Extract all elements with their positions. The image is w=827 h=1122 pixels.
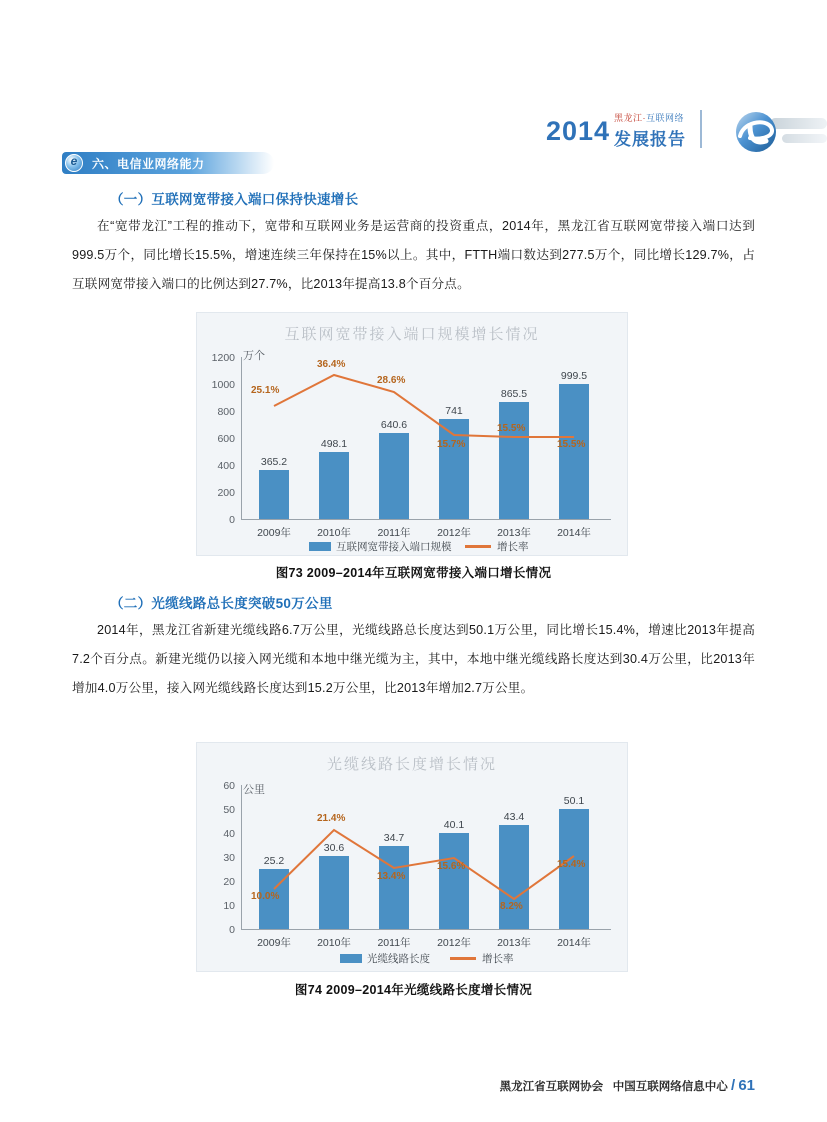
chart1-pct-label: 15.5% <box>557 439 586 450</box>
chart2-ytick: 20 <box>223 876 235 888</box>
page-footer <box>500 1077 755 1094</box>
chart1-pct-label: 36.4% <box>317 359 346 370</box>
footer-org-1: 黑龙江省互联网协会 <box>499 1081 604 1093</box>
chart2-pct-label: 10.0% <box>251 891 280 902</box>
swoosh-bar-lower <box>782 134 827 143</box>
chart1-legend-bar-label: 互联网宽带接入端口规模 <box>336 541 452 553</box>
chart1-pct-label: 28.6% <box>377 375 406 386</box>
chart1-title: 互联网宽带接入端口规模增长情况 <box>284 326 540 343</box>
chart1-unit-label: 万个 <box>243 350 265 362</box>
chart1-xtick: 2013年 <box>497 527 531 539</box>
chart1-bar-value: 365.2 <box>260 456 288 468</box>
chart1-growth-line <box>197 313 629 557</box>
chart2-pct-label: 8.2% <box>500 901 523 912</box>
subsection-heading-1: （一）互联网宽带接入端口保持快速增长 <box>110 192 359 207</box>
footer-org-2: 中国互联网络信息中心 <box>612 1081 728 1093</box>
section-title: 六、电信业网络能力 <box>92 157 205 171</box>
header-brand-sep: · <box>642 113 647 123</box>
chart2-bar-value: 34.7 <box>383 832 405 844</box>
page-header <box>0 48 827 149</box>
chart2-title: 光缆线路长度增长情况 <box>326 756 497 773</box>
footer-slash: / <box>730 1077 736 1094</box>
chart1-bar-value: 865.5 <box>500 388 528 400</box>
paragraph-1: 在“宽带龙江”工程的推动下，宽带和互联网业务是运营商的投资重点，2014年，黑龙江省互联网宽带接入端口达到999.5万个，同比增长15.5%，增速连续三年保持在15%以上。其中，FTTH端口数达到277.5万个，同比增长129.7%，占互联网宽带接入端口的比例达到27.7%，比2013年提高13.8个百分点。 <box>72 219 755 291</box>
chart1-xtick: 2011年 <box>377 527 411 539</box>
chart2-pct-label: 21.4% <box>317 813 346 824</box>
e-badge-icon <box>65 154 83 172</box>
header-brand-blue: 互联网络 <box>646 113 685 123</box>
chart2-bar-value: 40.1 <box>443 819 465 831</box>
chart2-ytick: 30 <box>223 852 235 864</box>
chart1-bar-value: 999.5 <box>560 370 588 382</box>
chart1-ytick: 0 <box>229 514 235 526</box>
chart1-legend-bar-swatch <box>309 542 331 551</box>
chart2-ytick: 0 <box>229 924 235 936</box>
chart2-xtick: 2013年 <box>497 937 531 949</box>
chart1-ytick: 800 <box>217 406 235 418</box>
chart2-pct-label: 15.6% <box>437 861 466 872</box>
chart1-bar-value: 498.1 <box>320 438 348 450</box>
chart2-xtick: 2010年 <box>317 937 351 949</box>
chart2-xtick: 2012年 <box>437 937 471 949</box>
chart2-ytick: 10 <box>223 900 235 912</box>
chart1-ytick: 1200 <box>211 352 235 364</box>
chart2-pct-label: 15.4% <box>557 859 586 870</box>
paragraph-2: 2014年，黑龙江省新建光缆线路6.7万公里，光缆线路总长度达到50.1万公里，同比增长15.4%，增速比2013年提高7.2个百分点。新建光缆仍以接入网光缆和本地中继光缆为主，其中，本地中继光缆线路长度达到30.4万公里，比2013年增加4.0万公里，接入网光缆线路长度达到15.2万公里，比2013年增加2.7万公里。 <box>72 623 755 695</box>
chart-figure-74 <box>196 742 628 972</box>
chart1-legend-line-label: 增长率 <box>497 541 529 553</box>
chart2-bar-value: 43.4 <box>503 811 525 823</box>
chart1-ytick: 1000 <box>211 379 235 391</box>
chart2-ytick: 60 <box>223 780 235 792</box>
chart1-bar-value: 640.6 <box>380 419 408 431</box>
chart2-legend-line-swatch <box>450 957 476 960</box>
chart1-ytick: 200 <box>217 487 235 499</box>
chart2-legend-bar-swatch <box>340 954 362 963</box>
chart2-unit-label: 公里 <box>243 784 265 796</box>
chart1-legend-line-swatch <box>465 545 491 548</box>
chart1-ytick: 400 <box>217 460 235 472</box>
header-divider <box>700 110 702 148</box>
chart1-pct-label: 15.5% <box>497 423 526 434</box>
chart2-ytick: 50 <box>223 804 235 816</box>
e-badge-glyph: e <box>70 154 78 168</box>
header-brand <box>614 111 684 124</box>
figure-73-caption: 图73 2009–2014年互联网宽带接入端口增长情况 <box>275 566 552 580</box>
header-swoosh <box>730 110 827 152</box>
page-number: 61 <box>738 1077 755 1094</box>
chart1-xtick: 2010年 <box>317 527 351 539</box>
header-report-title: 发展报告 <box>614 130 686 149</box>
chart2-legend-bar-label: 光缆线路长度 <box>367 953 430 965</box>
chart2-xtick: 2014年 <box>557 937 591 949</box>
chart1-xtick: 2009年 <box>257 527 291 539</box>
section-header-bar <box>62 152 274 174</box>
chart2-ytick: 40 <box>223 828 235 840</box>
header-brand-cn: 黑龙江 <box>614 113 643 123</box>
chart2-xtick: 2011年 <box>377 937 411 949</box>
ie-logo-icon <box>730 110 784 154</box>
chart2-bar-value: 50.1 <box>563 795 585 807</box>
chart2-legend-line-label: 增长率 <box>482 953 514 965</box>
chart2-bar-value: 25.2 <box>263 855 285 867</box>
chart2-pct-label: 13.4% <box>377 871 406 882</box>
chart-figure-73 <box>196 312 628 556</box>
chart2-bar-value: 30.6 <box>323 842 345 854</box>
chart1-xtick: 2014年 <box>557 527 591 539</box>
chart1-pct-label: 15.7% <box>437 439 466 450</box>
header-year: 2014 <box>546 116 611 146</box>
chart1-pct-label: 25.1% <box>251 385 280 396</box>
chart1-bar-value: 741 <box>445 405 463 417</box>
chart1-ytick: 600 <box>217 433 235 445</box>
subsection-heading-2: （二）光缆线路总长度突破50万公里 <box>110 596 333 611</box>
figure-74-caption: 图74 2009–2014年光缆线路长度增长情况 <box>294 983 533 997</box>
chart2-xtick: 2009年 <box>257 937 291 949</box>
chart1-xtick: 2012年 <box>437 527 471 539</box>
